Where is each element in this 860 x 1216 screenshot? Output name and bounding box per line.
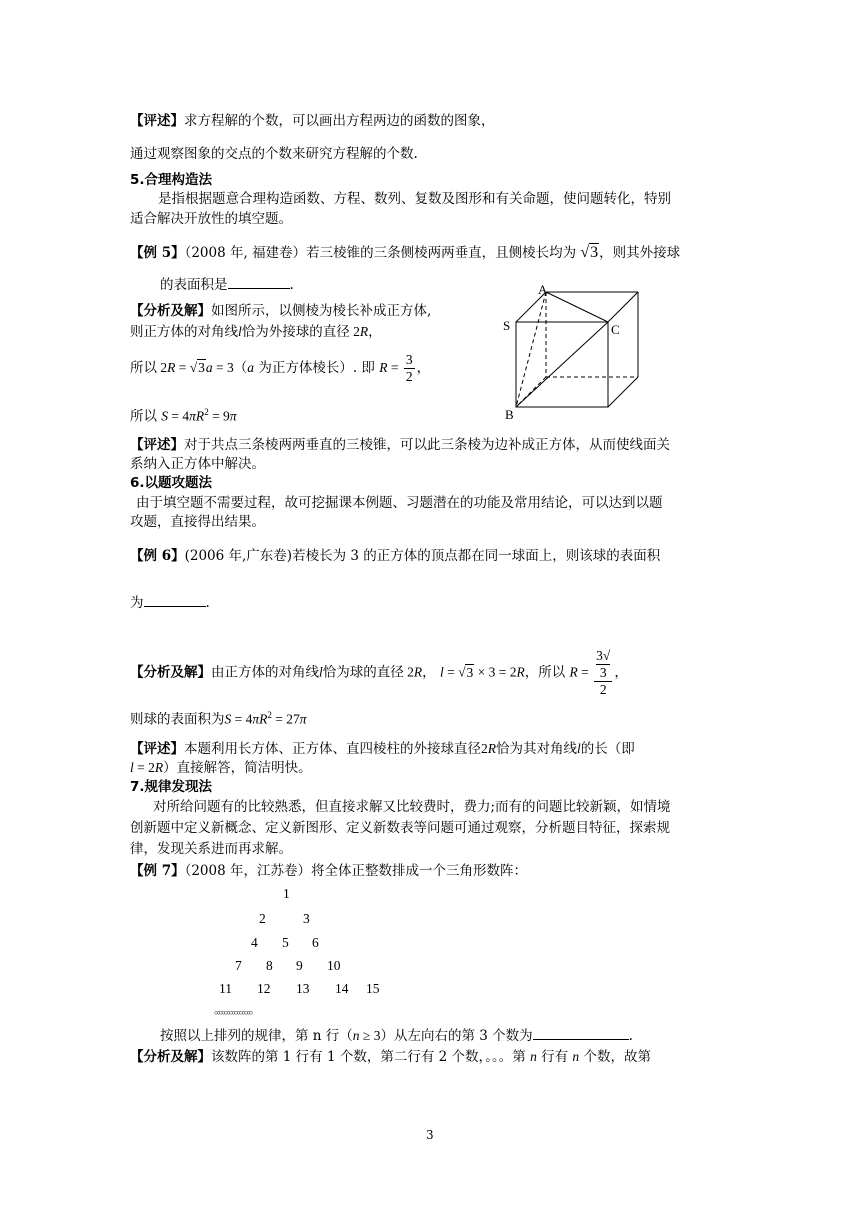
analysis-5-line4: 所以 $S = 4\pi R^2 = 9\pi$ [130, 407, 237, 425]
analysis-6-line2: 则球的表面积为$S = 4\pi R^2 = 27\pi$ [130, 710, 307, 728]
answer-blank[interactable] [144, 592, 206, 607]
analysis-5-line2: 则正方体的对角线l恰为外接球的直径 2R， [130, 324, 382, 340]
array-number: 13 [296, 981, 310, 996]
example-7-line1: 【例 7】（2008 年，江苏卷）将全体正整数排成一个三角形数阵： [130, 863, 527, 879]
array-number: 1 [283, 886, 290, 901]
example-6-line1: 【例 6】(2006 年,广东卷)若棱长为 3 的正方体的顶点都在同一球面上，则该球的表面积 [130, 548, 661, 564]
section-5-title: 5.合理构造法 [130, 172, 213, 188]
section-5-body1: 是指根据题意合理构造函数、方程、数列、复数及图形和有关命题，使问题转化，特别 [158, 191, 671, 207]
comment-1-line1: 【评述】求方程解的个数，可以画出方程两边的函数的图象， [130, 113, 495, 129]
array-number: 14 [335, 981, 349, 996]
analysis-5-line1: 【分析及解】如图所示，以侧棱为棱长补成正方体, [130, 303, 432, 319]
section-6-body2: 攻题，直接得出结果。 [130, 514, 265, 530]
vertex-label-s: S [503, 318, 511, 333]
array-number: 4 [251, 935, 258, 950]
example-7-question: 按照以上排列的规律，第 n 行（n ≥ 3）从左向右的第 3 个数为 . [160, 1025, 633, 1045]
analysis-6-line1: 【分析及解】由正方体的对角线l恰为球的直径 2R， l = √3 × 3 = 2R，所以 R = 3√ 3 2 ， [130, 648, 628, 697]
comment-1-line2: 通过观察图象的交点的个数来研究方程解的个数. [130, 146, 418, 162]
section-7-body3: 律，发现关系进而再求解。 [130, 841, 292, 857]
example-5-line2: 的表面积是 . [160, 274, 294, 294]
section-7-body2: 创新题中定义新概念、定义新图形、定义新数表等问题可通过观察，分析题目特征，探索规 [130, 820, 670, 836]
array-dots: 。。。。。。。。。。。。。。。 [214, 1004, 257, 1016]
array-number: 11 [219, 981, 232, 996]
array-number: 10 [327, 958, 341, 973]
section-7-body1: 对所给问题有的比较熟悉，但直接求解又比较费时，费力;而有的问题比较新颖，如情境 [153, 799, 671, 815]
array-number: 3 [303, 911, 310, 926]
example-5-line1: 【例 5】（2008 年, 福建卷）若三棱锥的三条侧棱两两垂直，且侧棱长均为 √3，则其外接球 [130, 244, 681, 261]
section-5-body2: 适合解决开放性的填空题。 [130, 211, 292, 227]
comment-5-line2: 系纳入正方体中解决。 [130, 456, 265, 472]
array-number: 7 [235, 958, 242, 973]
section-6-body1: 由于填空题不需要过程，故可挖掘课本例题、习题潜在的功能及常用结论，可以达到以题 [136, 495, 663, 511]
array-number: 15 [366, 981, 380, 996]
array-number: 9 [296, 958, 303, 973]
page-number: 3 [426, 1128, 434, 1142]
comment-6-line1: 【评述】本题利用长方体、正方体、直四棱柱的外接球直径2R恰为其对角线l的长（即 [130, 741, 635, 757]
section-6-title: 6.以题攻题法 [130, 475, 213, 491]
answer-blank[interactable] [533, 1025, 629, 1040]
analysis-7-line1: 【分析及解】该数阵的第 1 行有 1 个数，第二行有 2 个数，。。。第 n 行有 n 个数，故第 [130, 1049, 651, 1065]
comment-5-line1: 【评述】对于共点三条棱两两垂直的三棱锥，可以此三条棱为边补成正方体，从而使线面关 [130, 437, 670, 453]
vertex-label-a: A [538, 282, 548, 297]
array-number: 5 [282, 935, 289, 950]
answer-blank[interactable] [228, 274, 290, 289]
analysis-5-line3: 所以 2R = √3a = 3（a 为正方体棱长）. 即 R = $\frac{3}{2}$ ， [130, 352, 431, 384]
vertex-label-c: C [611, 322, 620, 337]
array-number: 8 [266, 958, 273, 973]
vertex-label-b: B [505, 407, 514, 422]
array-number: 6 [312, 935, 319, 950]
array-number: 2 [259, 911, 266, 926]
section-7-title: 7.规律发现法 [130, 779, 213, 795]
cube-diagram [500, 282, 650, 422]
example-6-line2: 为 . [130, 592, 210, 612]
array-number: 12 [257, 981, 271, 996]
comment-6-line2: l = 2R）直接解答，简洁明快。 [130, 760, 312, 776]
